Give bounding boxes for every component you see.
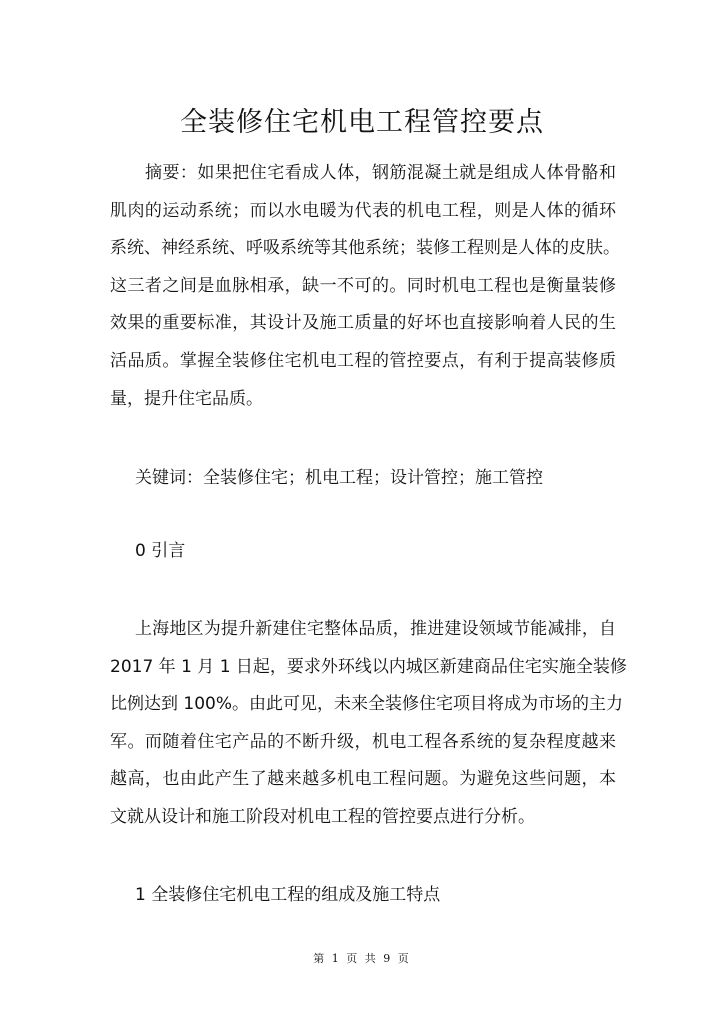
- document-title: 全装修住宅机电工程管控要点: [180, 107, 544, 138]
- abstract-line: 活品质。掌握全装修住宅机电工程的管控要点，有利于提高装修质: [110, 350, 616, 371]
- abstract-paragraph: [110, 155, 620, 418]
- intro-line: 上海地区为提升新建住宅整体品质，推进建设领域节能减排，自: [135, 619, 616, 639]
- keywords: 关键词：全装修住宅；机电工程；设计管控；施工管控: [135, 468, 543, 488]
- section-heading-1: 1 全装修住宅机电工程的组成及施工特点: [135, 885, 441, 905]
- abstract-line: 系统、神经系统、呼吸系统等其他系统；装修工程则是人体的皮肤。: [110, 238, 620, 259]
- intro-line: 2017 年 1 月 1 日起，要求外环线以内城区新建商品住宅实施全装修: [110, 656, 627, 677]
- abstract-line: 效果的重要标准，其设计及施工质量的好坏也直接影响着人民的生: [110, 313, 616, 334]
- intro-line: 越高，也由此产生了越来越多机电工程问题。为避免这些问题，本: [110, 769, 616, 790]
- intro-paragraph: [110, 611, 627, 837]
- page-footer: 第 1 页 共 9 页: [313, 952, 411, 965]
- abstract-line: 摘要：如果把住宅看成人体，钢筋混凝土就是组成人体骨骼和: [145, 163, 616, 183]
- intro-line: 军。而随着住宅产品的不断升级，机电工程各系统的复杂程度越来: [110, 731, 616, 752]
- intro-line: 文就从设计和施工阶段对机电工程的管控要点进行分析。: [110, 806, 535, 827]
- intro-line: 比例达到 100%。由此可见，未来全装修住宅项目将成为市场的主力: [110, 694, 624, 715]
- abstract-line: 肌肉的运动系统；而以水电暖为代表的机电工程，则是人体的循环: [110, 200, 616, 221]
- abstract-line: 这三者之间是血脉相承，缺一不可的。同时机电工程也是衡量装修: [110, 275, 616, 296]
- section-heading-intro: 0 引言: [135, 541, 186, 561]
- abstract-line: 量，提升住宅品质。: [110, 388, 263, 409]
